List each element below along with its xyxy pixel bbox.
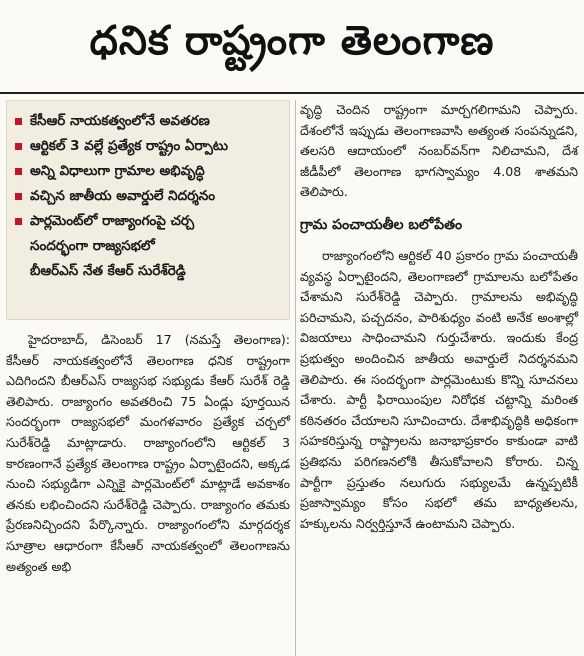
highlights-box <box>6 100 290 320</box>
bullet-icon <box>15 143 22 150</box>
highlight-item: అన్ని విధాలుగా గ్రామాల అభివృద్ధి <box>13 159 283 184</box>
right-top-body <box>300 100 578 203</box>
subheading: గ్రామ పంచాయతీల బలోపేతం <box>300 216 463 233</box>
highlight-item-continued: సందర్భంగా రాజ్యసభలో <box>30 238 155 254</box>
bullet-icon <box>15 193 22 200</box>
body-paragraph: రాజ్యాంగంలోని ఆర్టికల్ 40 ప్రకారం గ్రామ పంచాయతీ వ్యవస్థ ఏర్పాటైందని, తెలంగాణలో గ్రామాలను బలోపేతం చేశామని సురేశ్‌రెడ్డి చెప్పారు. గ్రామాలను అభివృద్ధి పరిచామని, పచ్చదనం, పారిశుధ్యం వంటి అనేక అంశాల్లో విజయాలు సాధించామని గుర్తుచేశారు. ఇందుకు కేంద్ర ప్రభుత్వం అందించిన జాతీయ అవార్డులే నిదర్శనమని తెలిపారు. ఈ సందర్భంగా పార్లమెంటుకు కొన్ని సూచనలు చేశారు. పార్టీ ఫిరాయింపుల నిరోధక చట్టాన్ని మరింత కఠినతరం చేయాలని సూచించారు. దేశాభివృద్ధికి అధికంగా సహకరిస్తున్న రాష్ట్రాలను జనాభాప్రకారం కాకుండా వాటి ప్రతిభను పరిగణనలోకి తీసుకోవాలని కోరారు. చిన్న పార్టీగా ప్రస్తుతం నలుగురు సభ్యులమే ఉన్నప్పటికీ ప్రజాస్వామ్యం కోసం సభలో తమ బాధ్యతలను, హక్కులను నిర్వర్తిస్తూనే ఉంటామని చెప్పారు. <box>300 247 578 531</box>
highlight-item: వచ్చిన జాతీయ అవార్డులే నిదర్శనం <box>13 184 283 209</box>
body-paragraph: హైదరాబాద్, డిసెంబర్ 17 (నమస్తే తెలంగాణ): కేసీఆర్ నాయకత్వంలోనే తెలంగాణ ధనిక రాష్ట్రంగా ఎదిగిందని బీఆర్‌ఎస్ రాజ్యసభ సభ్యుడు కేఆర్ సురేశ్ రెడ్డి తెలిపారు. రాజ్యాంగం అవతరించి 75 ఏండ్లు పూర్తయిన సందర్భంగా రాజ్యసభలో మంగళవారం ప్రత్యేక చర్చలో సురేశ్‌రెడ్డి మాట్లాడారు. రాజ్యాంగంలోని ఆర్టికల్ 3 కారణంగానే ప్రత్యేక తెలంగాణ రాష్ట్రం ఏర్పాటైందని, అక్కడ నుంచి సభ్యుడిగా ఎన్నికై పార్లమెంట్‌లో మాట్లాడే అవకాశం తనకు లభించిందని సురేశ్‌రెడ్డి చెప్పారు. రాజ్యాంగం తమకు ప్రేరణనిచ్చిందని పేర్కొన్నారు. రాజ్యాంగంలోని మార్గదర్శక సూత్రాల ఆధారంగా కేసీఆర్ నాయకత్వంలో తెలంగాణను అత్యంత అభి <box>6 332 290 574</box>
bullet-icon <box>15 168 22 175</box>
right-column <box>300 100 578 534</box>
headline: ధనిక రాష్ట్రంగా తెలంగాణ <box>89 18 495 64</box>
right-body <box>300 246 578 534</box>
bullet-icon <box>15 218 22 225</box>
highlight-item: కేసీఆర్ నాయకత్వంలోనే అవతరణ <box>13 109 283 134</box>
column-divider <box>295 100 296 656</box>
body-paragraph: వృద్ధి చెందిన రాష్ట్రంగా మార్చగలిగామని చెప్పారు. దేశంలోనే ఇప్పుడు తెలంగాణవాసి అత్యంత సంపన్నుడని, తలసరి ఆదాయంలో నంబర్‌వన్‌గా నిలిచామని, దేశ జీడీపీలో తెలంగాణ భాగస్వామ్యం 4.08 శాతమని తెలిపారు. <box>300 102 578 200</box>
bullet-icon <box>15 118 22 125</box>
left-body <box>6 330 290 577</box>
highlight-item: ఆర్టికల్ 3 వల్లే ప్రత్యేక రాష్ట్రం ఏర్పాటు <box>13 134 283 159</box>
highlight-item-continued: బీఆర్‌ఎస్ నేత కేఆర్ సురేశ్‌రెడ్డి <box>30 263 186 279</box>
left-column <box>6 100 290 577</box>
headline-rule <box>0 92 584 94</box>
highlight-item: పార్లమెంట్‌లో రాజ్యాంగంపై చర్చ <box>13 209 283 234</box>
